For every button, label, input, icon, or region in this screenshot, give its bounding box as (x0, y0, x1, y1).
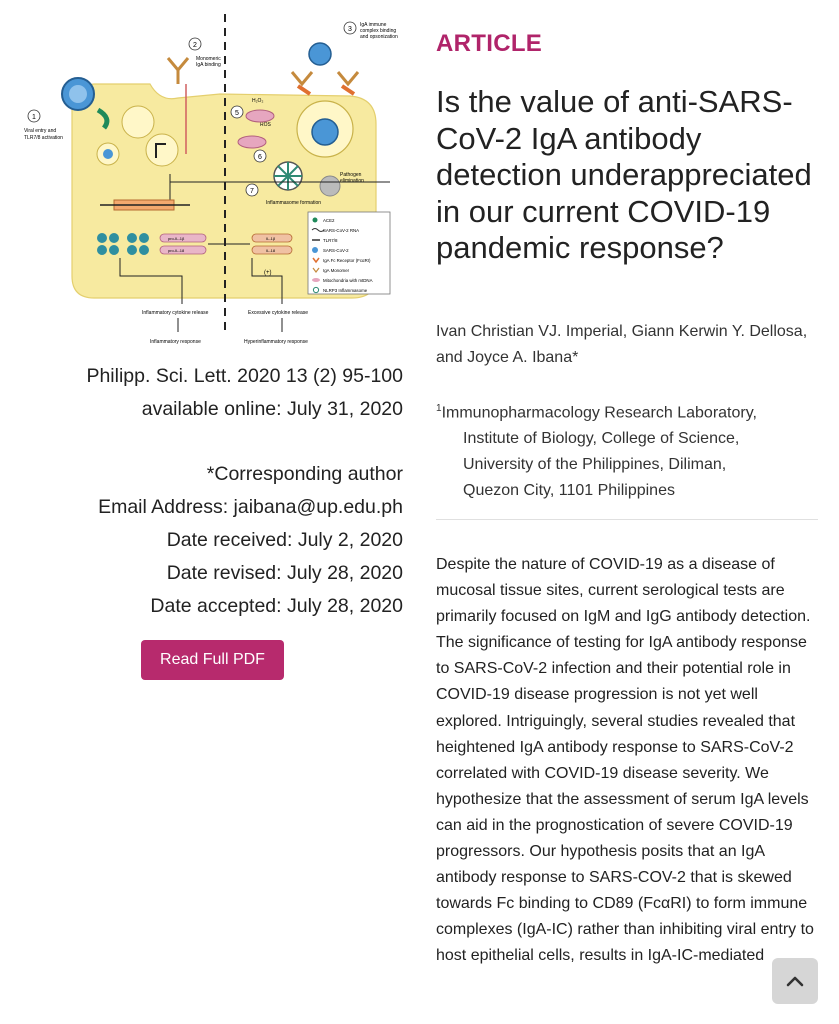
svg-text:Mitochondria with mtDNA: Mitochondria with mtDNA (323, 278, 373, 283)
svg-text:SARS-CoV-2 RNA: SARS-CoV-2 RNA (323, 228, 360, 233)
svg-text:1: 1 (32, 114, 36, 121)
scroll-to-top-button[interactable] (772, 958, 818, 1004)
svg-text:Hyperinflammatory response: Hyperinflammatory response (244, 339, 308, 345)
svg-text:pro-IL-1β: pro-IL-1β (168, 236, 185, 241)
svg-text:5: 5 (235, 110, 239, 117)
available-date: available online: July 31, 2020 (141, 398, 403, 420)
svg-text:Excessive cytokine release: Excessive cytokine release (248, 310, 309, 316)
svg-text:7: 7 (250, 188, 254, 195)
affiliation-line-1: Immunopharmacology Research Laboratory, (441, 404, 757, 422)
affiliation-superscript: 1 (436, 403, 442, 414)
section-divider (436, 519, 818, 520)
svg-text:3: 3 (348, 26, 352, 33)
date-accepted: Date accepted: July 28, 2020 (150, 595, 403, 617)
svg-text:Inflammatory response: Inflammatory response (150, 339, 201, 345)
svg-text:2: 2 (193, 42, 197, 49)
figure-illustration (20, 14, 398, 354)
virus-left (62, 78, 94, 110)
citation: Philipp. Sci. Lett. 2020 13 (2) 95-100 (86, 365, 403, 387)
read-full-pdf-button[interactable]: Read Full PDF (141, 640, 284, 680)
article-kicker: ARTICLE (436, 30, 543, 57)
article-title: Is the value of anti-SARS-CoV-2 IgA antibody detection underappreciated in our current COVID-19 pandemic response? (436, 84, 812, 265)
affiliation (436, 396, 816, 504)
article-abstract: Despite the nature of COVID-19 as a disease of mucosal tissue sites, current serological tests are primarily focused on IgM and IgG antibody detection. The significance of testing for IgA antibody response to SARS-CoV-2 infection and their potential role in COVID-19 disease progression is not yet well explored. Intriguingly, several studies revealed that heightened IgA antibody response to SARS-CoV-2 correlated with COVID-19 disease severity. We hypothesize that the assessment of serum IgA levels can aid in the prognostication of severe COVID-19 progressors. Our hypothesis posits that an IgA antibody response to SARS-COV-2 that is skewed towards Fc binding to CD89 (FcαRI) to form immune complexes (IgA-IC) rather than inhibiting viral entry to host epithelial cells, results in IgA-IC-mediated (436, 556, 814, 965)
svg-text:IgA Monomer: IgA Monomer (323, 268, 350, 273)
svg-text:Inflammasome formation: Inflammasome formation (266, 200, 322, 206)
email-address: Email Address: jaibana@up.edu.ph (98, 496, 403, 518)
virus-top-right (309, 43, 331, 65)
svg-text:elimination: elimination (340, 178, 364, 184)
svg-text:IgA Fc Receptor (FcαRI): IgA Fc Receptor (FcαRI) (323, 258, 371, 263)
svg-text:SARS-CoV-2: SARS-CoV-2 (323, 248, 349, 253)
graphical-abstract-figure (20, 14, 398, 354)
svg-text:pro-IL-18: pro-IL-18 (168, 248, 185, 253)
svg-text:Inflammatory cytokine release: Inflammatory cytokine release (142, 310, 209, 316)
svg-text:(+): (+) (264, 270, 272, 276)
svg-text:H₂O₂: H₂O₂ (252, 98, 264, 104)
corresponding-author: *Corresponding author (206, 463, 403, 485)
svg-text:IgA binding: IgA binding (196, 62, 221, 68)
svg-text:TLR7/8: TLR7/8 (323, 238, 338, 243)
svg-text:IL-1β: IL-1β (266, 236, 276, 241)
date-revised: Date revised: July 28, 2020 (166, 562, 403, 584)
svg-text:Pathogen: Pathogen (340, 172, 362, 178)
svg-text:and opsonization: and opsonization (360, 34, 398, 40)
svg-text:6: 6 (258, 154, 262, 161)
svg-text:ROS: ROS (260, 122, 271, 128)
affiliation-line-2: Institute of Biology, College of Science, (463, 430, 740, 448)
svg-text:Viral entry and: Viral entry and (24, 128, 57, 134)
svg-text:Monomeric: Monomeric (196, 56, 221, 62)
svg-text:IgA immune: IgA immune (360, 22, 387, 28)
affiliation-line-4: Quezon City, 1101 Philippines (463, 482, 675, 500)
article-authors: Ivan Christian VJ. Imperial, Giann Kerwin Y. Dellosa, and Joyce A. Ibana* (436, 323, 808, 366)
affiliation-line-3: University of the Philippines, Diliman, (463, 456, 727, 474)
svg-text:ACE2: ACE2 (323, 218, 335, 223)
chevron-up-icon (786, 975, 804, 987)
svg-text:IL-18: IL-18 (266, 248, 276, 253)
svg-text:complex binding: complex binding (360, 28, 397, 34)
svg-text:TLR7/8 activation: TLR7/8 activation (24, 135, 63, 141)
svg-text:NLRP3 Inflammasome: NLRP3 Inflammasome (323, 288, 368, 293)
date-received: Date received: July 2, 2020 (166, 529, 403, 551)
